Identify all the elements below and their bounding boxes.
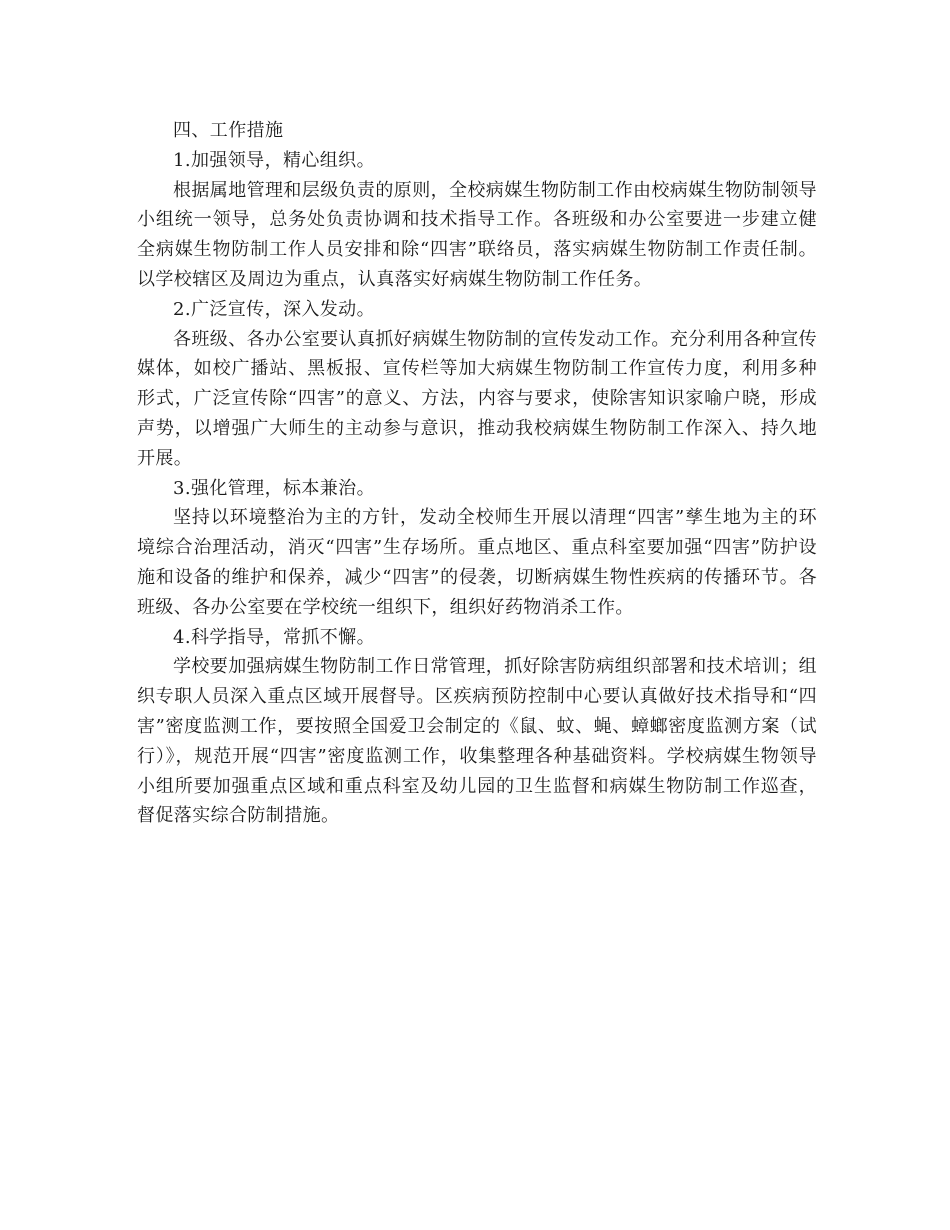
item-body-2: 各班级、各办公室要认真抓好病媒生物防制的宣传发动工作。充分利用各种宣传媒体，如校广播站、黑板报、宣传栏等加大病媒生物防制工作宣传力度，利用多种形式，广泛宣传除“四害”的意义、方法，内容与要求，使除害知识家喻户晓，形成声势，以增强广大师生的主动参与意识，推动我校病媒生物防制工作深入、持久地开展。 — [137, 328, 817, 469]
item-heading-2: 2.广泛宣传，深入发动。 — [173, 298, 375, 320]
section-title: 四、工作措施 — [173, 120, 284, 141]
item-heading-4: 4.科学指导，常抓不懈。 — [173, 626, 375, 648]
item-heading-3: 3.强化管理，标本兼治。 — [173, 477, 375, 499]
item-heading-1: 1.加强领导，精心组织。 — [173, 149, 375, 171]
document-body — [137, 116, 817, 831]
item-body-1: 根据属地管理和层级负责的原则，全校病媒生物防制工作由校病媒生物防制领导小组统一领导，总务处负责协调和技术指导工作。各班级和办公室要进一步建立健全病媒生物防制工作人员安排和除“四害”联络员，落实病媒生物防制工作责任制。以学校辖区及周边为重点，认真落实好病媒生物防制工作任务。 — [137, 179, 817, 290]
item-body-4: 学校要加强病媒生物防制工作日常管理，抓好除害防病组织部署和技术培训；组织专职人员深入重点区域开展督导。区疾病预防控制中心要认真做好技术指导和“四害”密度监测工作，要按照全国爱卫会制定的《鼠、蚊、蝇、蟑螂密度监测方案（试行）》，规范开展“四害”密度监测工作，收集整理各种基础资料。学校病媒生物领导小组所要加强重点区域和重点科室及幼儿园的卫生监督和病媒生物防制工作巡查，督促落实综合防制措施。 — [137, 656, 817, 827]
item-body-3: 坚持以环境整治为主的方针，发动全校师生开展以清理“四害”孳生地为主的环境综合治理活动，消灭“四害”生存场所。重点地区、重点科室要加强“四害”防护设施和设备的维护和保养，减少“四害”的侵袭，切断病媒生物性疾病的传播环节。各班级、各办公室要在学校统一组织下，组织好药物消杀工作。 — [137, 507, 817, 618]
